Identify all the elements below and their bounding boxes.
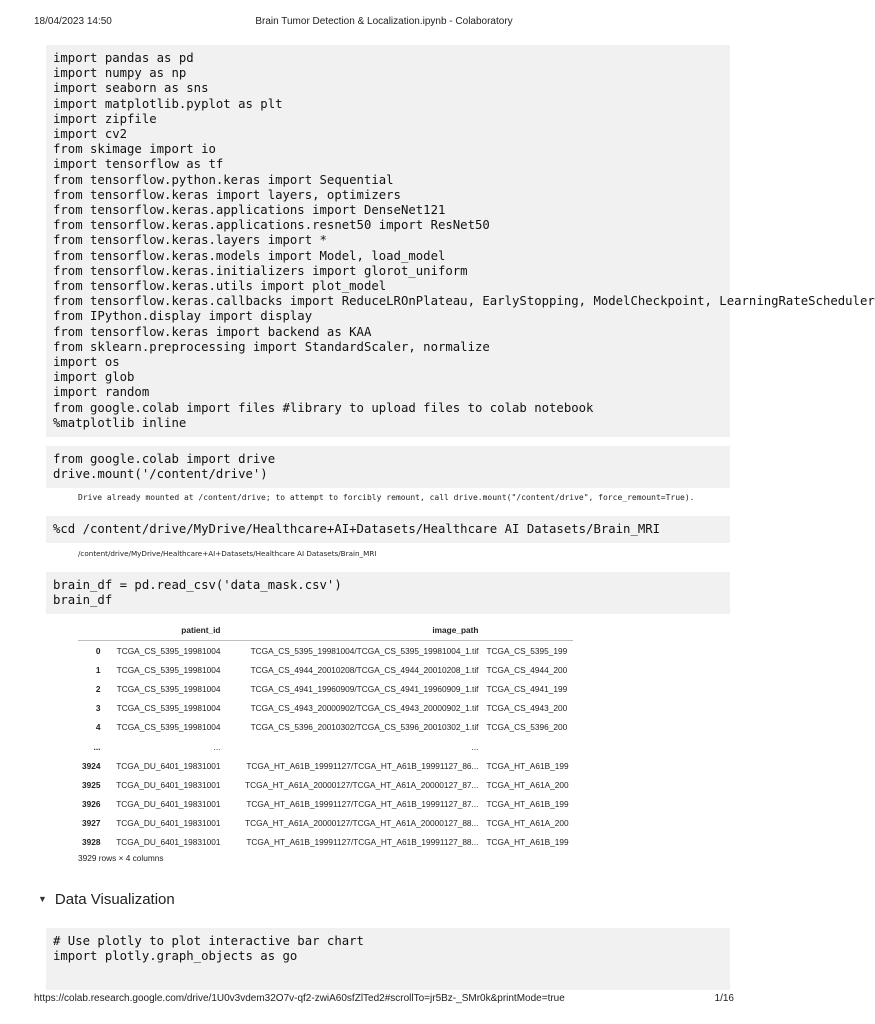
code-cell-cd[interactable] [46, 516, 730, 543]
section-header-data-visualization[interactable] [38, 888, 175, 910]
print-footer [34, 993, 734, 1007]
cell-patient-id: TCGA_DU_6401_19831001 [116, 779, 221, 790]
column-header-mask-path [482, 620, 572, 641]
row-index: 0 [95, 645, 101, 656]
code-cell-drive-mount[interactable] [46, 446, 730, 488]
cell-patient-id: TCGA_CS_5395_19981004 [116, 683, 221, 694]
cell-image-path: TCGA_CS_5396_20010302/TCGA_CS_5396_20010302_1.tif [250, 722, 479, 733]
table-row [78, 833, 573, 852]
cd-output: /content/drive/MyDrive/Healthcare+AI+Datasets/Healthcare AI Datasets/Brain_MRI [78, 549, 377, 558]
table-row [78, 641, 573, 661]
cell-mask-path: TCGA_CS_4943_200 [486, 703, 568, 714]
cell-patient-id: ... [213, 741, 221, 752]
row-index: 3924 [82, 760, 101, 771]
cell-mask-path: TCGA_HT_A61B_199 [486, 760, 569, 771]
print-header [34, 16, 734, 30]
cell-image-path: TCGA_HT_A61B_19991127/TCGA_HT_A61B_19991127_88... [246, 837, 479, 848]
table-row [78, 795, 573, 814]
table-row [78, 814, 573, 833]
row-index: 4 [95, 722, 101, 733]
page-number: 1/16 [714, 993, 734, 1004]
column-header-patient-id: patient_id [104, 620, 224, 641]
cell-image-path: TCGA_HT_A61B_19991127/TCGA_HT_A61B_19991127_87... [246, 799, 479, 810]
cell-mask-path: TCGA_HT_A61B_199 [486, 799, 569, 810]
cell-image-path: TCGA_CS_4941_19960909/TCGA_CS_4941_19960909_1.tif [250, 683, 479, 694]
row-index: 2 [95, 683, 101, 694]
code-cd[interactable]: %cd /content/drive/MyDrive/Healthcare+AI+Datasets/Healthcare AI Datasets/Brain_MRI [53, 522, 661, 536]
cell-mask-path: TCGA_HT_A61A_200 [486, 779, 569, 790]
row-index: 3926 [82, 799, 101, 810]
cell-image-path: TCGA_CS_5395_19981004/TCGA_CS_5395_19981004_1.tif [250, 645, 479, 656]
table-row [78, 775, 573, 794]
cell-patient-id: TCGA_CS_5395_19981004 [116, 645, 221, 656]
chevron-down-icon[interactable]: ▼ [38, 894, 47, 904]
table-row [78, 756, 573, 775]
index-header [78, 620, 104, 641]
cell-patient-id: TCGA_DU_6401_19831001 [116, 799, 221, 810]
column-header-image-path: image_path [224, 620, 482, 641]
table-row [78, 679, 573, 698]
page-url: https://colab.research.google.com/drive/1U0v3vdem32O7v-qf2-zwiA60sfZlTed2#scrollTo=jr5Bz-_SMr0k&printMode=true [34, 993, 565, 1004]
cell-mask-path: TCGA_HT_A61B_199 [486, 837, 569, 848]
cell-image-path: ... [471, 741, 479, 752]
cell-mask-path: TCGA_CS_5396_200 [486, 722, 568, 733]
cell-patient-id: TCGA_DU_6401_19831001 [116, 760, 221, 771]
cell-patient-id: TCGA_CS_5395_19981004 [116, 664, 221, 675]
code-cell-read-csv[interactable] [46, 572, 730, 614]
table-row [78, 699, 573, 718]
table-header-row [78, 620, 573, 641]
table-row [78, 660, 573, 679]
dataframe-output[interactable] [78, 620, 590, 852]
row-index: 3925 [82, 779, 101, 790]
dataframe-summary: 3929 rows × 4 columns [78, 853, 164, 863]
dataframe-table [78, 620, 573, 852]
row-index: ... [93, 741, 101, 752]
cell-mask-path: TCGA_HT_A61A_200 [486, 818, 569, 829]
cell-patient-id: TCGA_DU_6401_19831001 [116, 837, 221, 848]
drive-mount-output: Drive already mounted at /content/drive; to attempt to forcibly remount, call drive.mount("/content/drive", force_remount=True). [78, 493, 695, 502]
table-row-ellipsis [78, 737, 573, 756]
code-drive-mount[interactable]: from google.colab import drive drive.mount('/content/drive') [53, 452, 276, 482]
section-title: Data Visualization [54, 890, 175, 908]
row-index: 1 [95, 664, 101, 675]
cell-mask-path: TCGA_CS_4941_199 [486, 683, 568, 694]
row-index: 3 [95, 703, 101, 714]
cell-mask-path: TCGA_CS_4944_200 [486, 664, 568, 675]
code-plotly[interactable]: # Use plotly to plot interactive bar chart import plotly.graph_objects as go [53, 934, 364, 964]
cell-image-path: TCGA_HT_A61A_20000127/TCGA_HT_A61A_20000127_87... [245, 779, 479, 790]
code-read-csv[interactable]: brain_df = pd.read_csv('data_mask.csv') brain_df [53, 578, 342, 608]
row-index: 3928 [82, 837, 101, 848]
cell-patient-id: TCGA_CS_5395_19981004 [116, 703, 221, 714]
cell-patient-id: TCGA_DU_6401_19831001 [116, 818, 221, 829]
cell-mask-path: TCGA_CS_5395_199 [486, 645, 568, 656]
row-index: 3927 [82, 818, 101, 829]
code-cell-imports[interactable] [46, 45, 875, 437]
cell-image-path: TCGA_HT_A61A_20000127/TCGA_HT_A61A_20000127_88... [245, 818, 479, 829]
cell-image-path: TCGA_HT_A61B_19991127/TCGA_HT_A61B_19991127_86... [246, 760, 479, 771]
table-row [78, 718, 573, 737]
cell-image-path: TCGA_CS_4944_20010208/TCGA_CS_4944_20010208_1.tif [250, 664, 479, 675]
code-imports[interactable]: import pandas as pd import numpy as np import seaborn as sns import matplotlib.pyplot as plt import zipfile import cv2 from skimage import io import tensorflow as tf from tensorflow.python.keras import Sequential from tensorflow.keras import layers, optimizers from tensorflow.keras.applications import DenseNet121 from tensorflow.keras.applications.resnet50 import ResNet50 from tensorflow.keras.layers import * from tensorflow.keras.models import Model, load_model from tensorflow.keras.initializers import glorot_uniform from tensorflow.keras.utils import plot_model from tensorflow.keras.callbacks import ReduceLROnPlateau, EarlyStopping, ModelCheckpoint, LearningRateScheduler from IPython.display import display from tensorflow.keras import backend as KAA from sklearn.preprocessing import StandardScaler, normalize import os import glob import random from google.colab import files #library to upload files to colab notebook %matplotlib inline [53, 51, 875, 430]
print-date: 18/04/2023 14:50 [34, 16, 112, 27]
code-cell-plotly[interactable] [46, 928, 730, 990]
cell-patient-id: TCGA_CS_5395_19981004 [116, 722, 221, 733]
cell-image-path: TCGA_CS_4943_20000902/TCGA_CS_4943_20000902_1.tif [250, 703, 479, 714]
notebook-title: Brain Tumor Detection & Localization.ipynb - Colaboratory [255, 16, 513, 27]
cell-mask-path [482, 737, 572, 756]
